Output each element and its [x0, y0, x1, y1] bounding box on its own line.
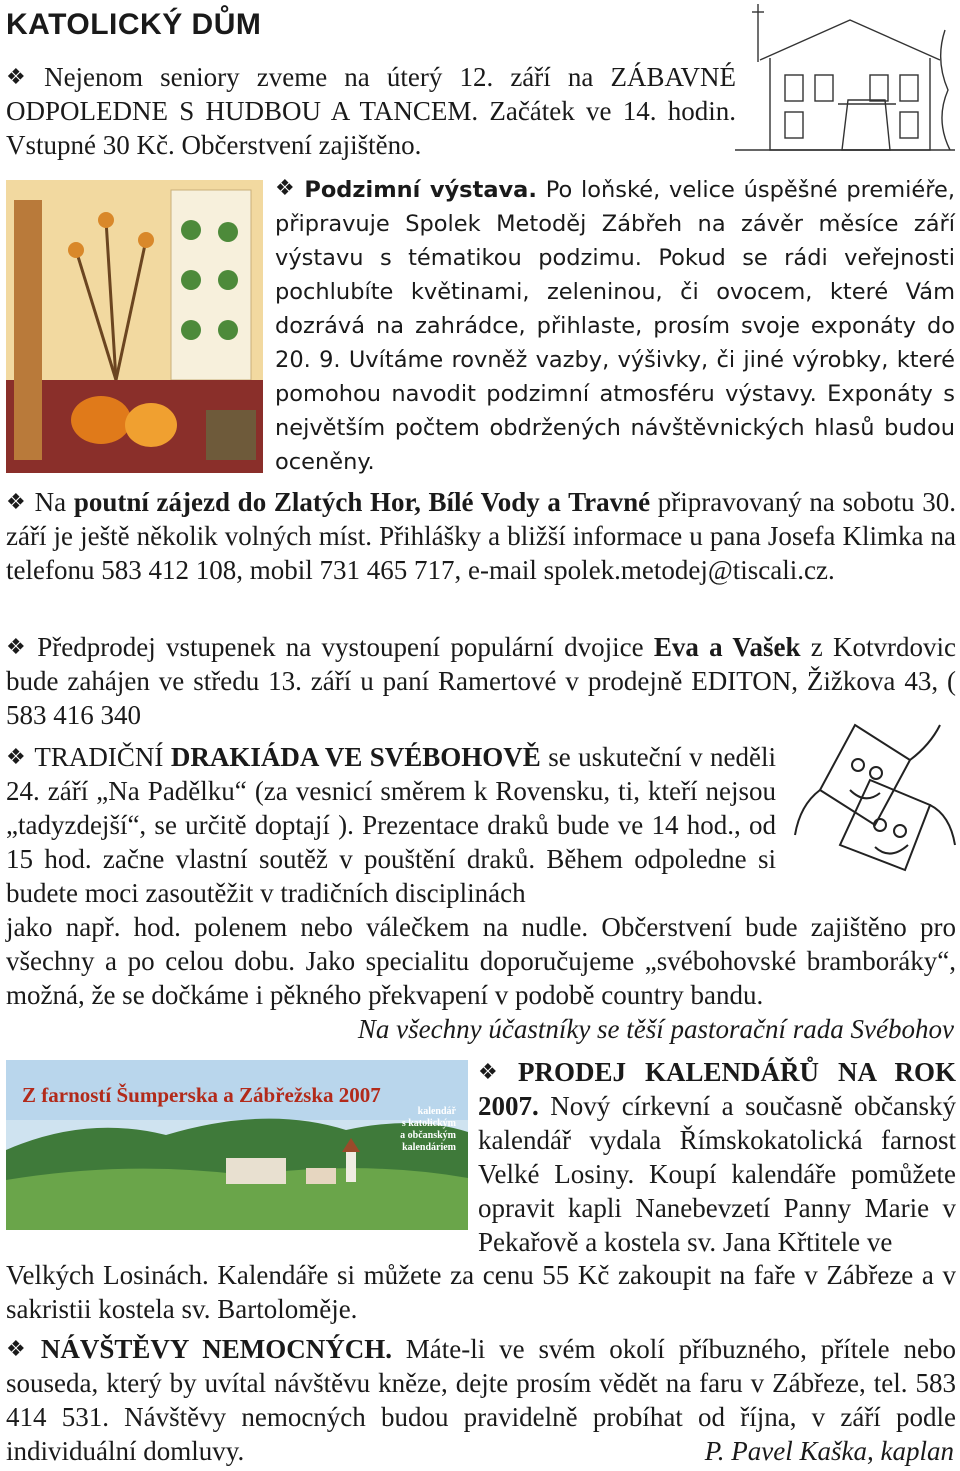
- diamond-bullet-icon: ❖: [6, 1336, 33, 1361]
- calendar-heading: PRODEJ KALENDÁŘŮ NA ROK 2007.: [478, 1057, 956, 1121]
- diamond-bullet-icon: ❖: [6, 744, 27, 769]
- pilgrimage-heading: poutní zájezd do Zlatých Hor, Bílé Vody a Travné: [73, 487, 651, 517]
- pilgrimage-text: připravovaný na sobotu 30. září je ještě několik volných míst. Přihlášky a bližší informace u pana Josefa Klimka na telefonu 583 412 108, mobil 731 465 717, e-mail spolek.metodej@tiscali.cz.: [6, 487, 956, 585]
- exhibition-heading: Podzimní výstava.: [304, 177, 537, 203]
- ticket-text: z Kotvrdovic bude zahájen ve středu 13. září u paní Ramertové v prodejně EDITON, Žižkova 43, ( 583 416 340: [6, 632, 956, 730]
- kite-illustration: [780, 705, 960, 885]
- diamond-bullet-icon: ❖: [478, 1059, 510, 1084]
- diamond-bullet-icon: ❖: [275, 176, 297, 201]
- calendar-subtitle: kalendář s katolickým a občanským kalendáriem: [400, 1106, 456, 1153]
- announcement-pilgrimage: [6, 485, 956, 587]
- ticket-performers: Eva a Vašek: [653, 632, 801, 662]
- kite-pre: TRADIČNÍ: [34, 742, 171, 772]
- diamond-bullet-icon: ❖: [6, 634, 30, 659]
- sick-visits-signature: P. Pavel Kaška, kaplan: [704, 1436, 954, 1466]
- kite-festival-signature: Na všechny účastníky se těší pastorační rada Svébohov: [357, 1014, 954, 1044]
- kite-text: se uskuteční v neděli 24. září „Na Padělku“ (za vesnicí směrem k Rovensku, ti, kteří nejsou „tadyzdejší“, se určitě doptají ). Prezentace draků bude ve 14 hod., od 15 hod. začne vlastní soutěž v pouštění draků. Během odpoledne si budete moci zasoutěžit v tradičních disciplinách: [6, 742, 776, 908]
- announcement-calendar-sale: [478, 1055, 956, 1259]
- calendar-title: Z farností Šumperska a Zábřežska 2007: [22, 1083, 381, 1107]
- calendar-cover-image: [6, 1060, 468, 1230]
- announcement-entertainment: [6, 60, 736, 162]
- page-title: KATOLICKÝ DŮM: [6, 8, 262, 41]
- autumn-exhibition-photo: [6, 180, 263, 473]
- announcement-kite-festival: [6, 740, 776, 910]
- exhibition-text: Po loňské, velice úspěšné premiéře, připravuje Spolek Metoděj Zábřeh na závěr měsíce září výstavu s tématikou podzimu. Pokud se rádi veřejnosti pochlubíte květinami, zeleninou, či ovocem, které Vám dozrává na zahrádce, přihlaste, prosím svoje exponáty do 20. 9. Uvítáme rovněž vazby, výšivky, či jiné výrobky, které pomohou navodit podzimní atmosféru výstavy. Exponáty s největším počtem obdržených návštěvnických hlasů budou oceněny.: [275, 177, 956, 475]
- diamond-bullet-icon: ❖: [6, 489, 27, 514]
- ticket-pre: Předprodej vstupenek na vystoupení populární dvojice: [37, 632, 654, 662]
- pilgrimage-pre: Na: [34, 487, 74, 517]
- kite-festival-continued: jako např. hod. polenem nebo válečkem na nudle. Občerstvení bude zajištěno pro všechny a po celou dobu. Jako specialitu doporučujeme „svébohovské bramboráky“, možná, že se dočkáme i pěkného překvapení v podobě country bandu.: [6, 912, 956, 1010]
- sick-visits-text: Máte-li ve svém okolí příbuzného, přítele nebo souseda, který by uvítal návštěvu kněze, dejte prosím vědět na faru v Zábřeze, tel. 583 414 531. Návštěvy nemocných budou pravidelně probíhat od října, v září podle individuální domluvy.: [6, 1334, 957, 1466]
- announcement-autumn-exhibition: [275, 172, 955, 479]
- entertainment-text: Nejenom seniory zveme na úterý 12. září na ZÁBAVNÉ ODPOLEDNE S HUDBOU A TANCEM. Začátek ve 14. hodin. Vstupné 30 Kč. Občerstvení zajištěno.: [6, 62, 736, 160]
- sick-visits-heading: NÁVŠTĚVY NEMOCNÝCH.: [40, 1334, 392, 1364]
- diamond-bullet-icon: ❖: [6, 64, 37, 89]
- kite-heading: DRAKIÁDA VE SVÉBOHOVĚ: [170, 742, 541, 772]
- calendar-sale-continued: Velkých Losinách. Kalendáře si můžete za cenu 55 Kč zakoupit na faře v Zábřeze a v sakristii kostela sv. Bartoloměje.: [6, 1260, 956, 1324]
- calendar-text: Nový církevní a současně občanský kalendář vydala Římskokatolická farnost Velké Losiny. Koupí kalendáře pomůžete opravit kapli Nanebevzetí Panny Marie v Pekařově a kostela sv. Jana Křtitele ve: [478, 1091, 956, 1257]
- building-illustration: [730, 0, 960, 165]
